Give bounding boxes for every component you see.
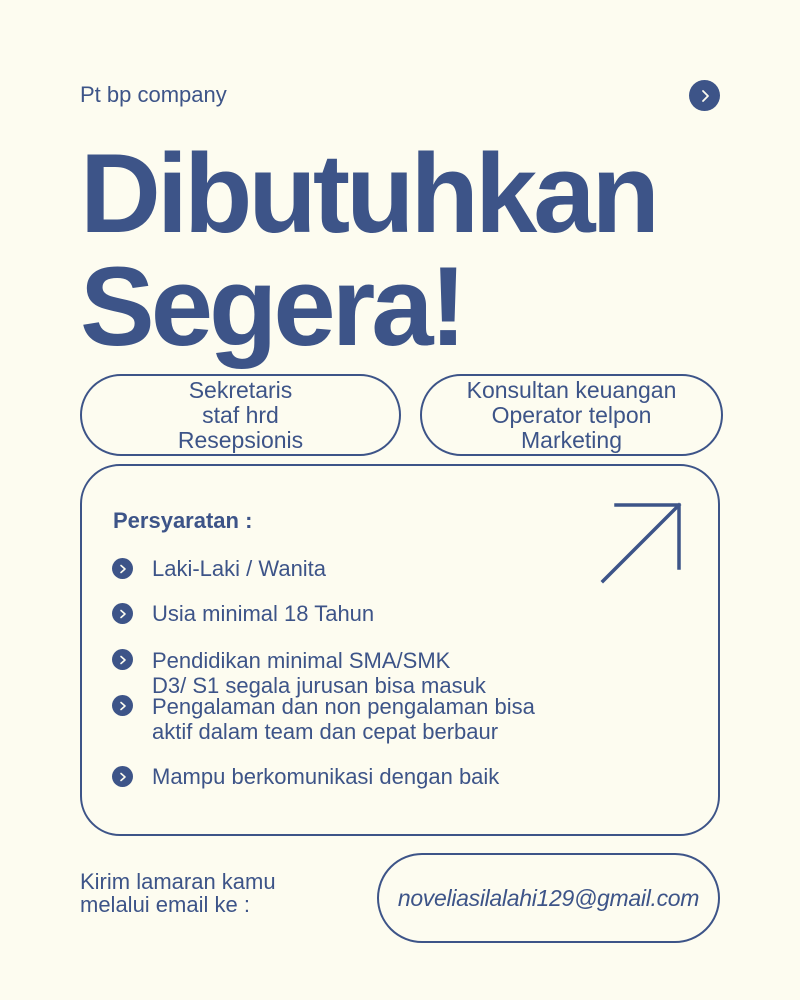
requirement-item: D3/ S1 segala jurusan bisa masuk	[152, 673, 486, 698]
headline-line-2: Segera!	[80, 244, 463, 369]
send-instructions	[80, 870, 276, 916]
chevron-right-icon	[699, 89, 711, 103]
company-name: Pt bp company	[80, 82, 227, 107]
positions-pill-left	[80, 374, 401, 456]
next-button[interactable]	[689, 80, 720, 111]
arrow-up-right-icon	[598, 500, 684, 586]
requirement-item: Laki-Laki / Wanita	[152, 556, 327, 581]
position-item: staf hrd	[202, 401, 279, 428]
position-item: Marketing	[521, 426, 622, 453]
position-item: Sekretaris	[188, 376, 293, 403]
position-item: Konsultan keuangan	[466, 376, 677, 403]
requirements-title: Persyaratan :	[113, 508, 253, 533]
bullet-icon	[112, 558, 133, 579]
bullet-icon	[112, 766, 133, 787]
position-item: Operator telpon	[491, 401, 652, 428]
bullet-icon	[112, 603, 133, 624]
requirement-item: Mampu berkomunikasi dengan baik	[152, 764, 500, 789]
bullet-icon	[112, 695, 133, 716]
requirement-item: Pendidikan minimal SMA/SMK	[152, 648, 451, 673]
send-line-1: Kirim lamaran kamu	[80, 869, 276, 894]
positions-pill-right	[420, 374, 723, 456]
headline-line-1: Dibutuhkan	[80, 131, 656, 256]
requirement-item: Pengalaman dan non pengalaman bisa	[152, 694, 535, 719]
bullet-icon	[112, 649, 133, 670]
position-item: Resepsionis	[177, 426, 304, 453]
email-pill[interactable]	[377, 853, 720, 943]
requirements-box	[80, 464, 720, 836]
send-line-2: melalui email ke :	[80, 892, 250, 917]
requirement-item: Usia minimal 18 Tahun	[152, 601, 375, 626]
requirement-item: aktif dalam team dan cepat berbaur	[152, 719, 499, 744]
email-address[interactable]: noveliasilalahi129@gmail.com	[397, 884, 700, 911]
